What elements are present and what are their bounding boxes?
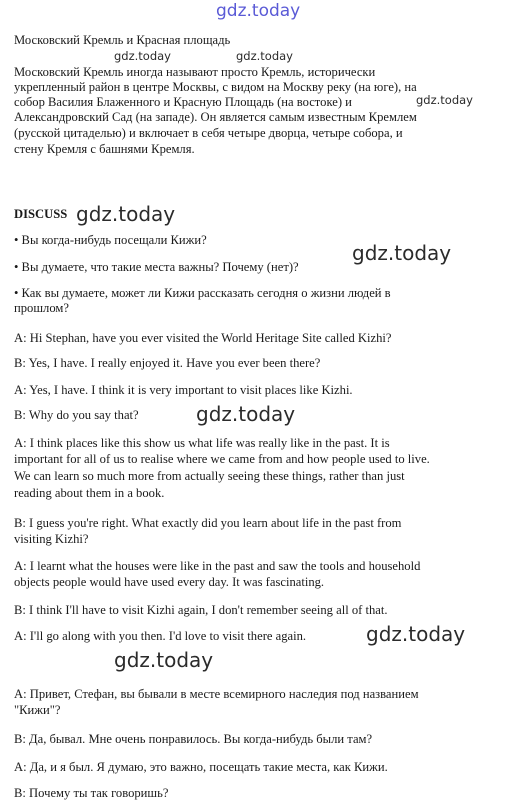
watermark-top: gdz.today	[216, 1, 301, 21]
watermark: gdz.today	[114, 49, 171, 63]
dialogue-ru-line: A: Привет, Стефан, вы бывали в месте всемирного наследия под названием	[14, 687, 419, 701]
watermark: gdz.today	[114, 648, 214, 672]
discuss-question: прошлом?	[14, 301, 69, 315]
dialogue-ru-line: A: Да, и я был. Я думаю, это важно, посещать такие места, как Кижи.	[14, 760, 388, 774]
dialogue-line: B: I guess you're right. What exactly did you learn about life in the past from	[14, 516, 402, 530]
dialogue-line: A: I think places like this show us what life was really like in the past. It is	[14, 436, 390, 450]
discuss-question: • Вы когда-нибудь посещали Кижи?	[14, 233, 207, 247]
dialogue-line: B: Yes, I have. I really enjoyed it. Have you ever been there?	[14, 356, 321, 370]
watermark: gdz.today	[236, 49, 293, 63]
dialogue-line: objects people would have used every day. It was fascinating.	[14, 575, 325, 589]
dialogue-line: important for all of us to realise where we came from and how people used to live.	[14, 452, 430, 466]
dialogue-line: A: Hi Stephan, have you ever visited the World Heritage Site called Kizhi?	[14, 331, 392, 345]
watermark: gdz.today	[416, 93, 473, 107]
dialogue-line: B: I think I'll have to visit Kizhi again, I don't remember seeing all of that.	[14, 603, 388, 617]
discuss-heading: DISCUSS	[14, 207, 68, 221]
intro-line: собор Василия Блаженного и Красную Площадь (на востоке) и	[14, 95, 352, 109]
dialogue-line: A: I learnt what the houses were like in the past and saw the tools and household	[14, 559, 421, 573]
intro-line: стену Кремля с башнями Кремля.	[14, 142, 195, 156]
intro-line: (русской цитаделью) и включает в себя четыре дворца, четыре собора, и	[14, 126, 403, 140]
discuss-question: • Вы думаете, что такие места важны? Почему (нет)?	[14, 260, 299, 274]
intro-line: Московский Кремль иногда называют просто Кремль, исторически	[14, 65, 376, 79]
watermark: gdz.today	[76, 202, 176, 226]
intro-line: Александровский Сад (на западе). Он является самым известным Кремлем	[14, 110, 417, 124]
watermark: gdz.today	[366, 622, 466, 646]
watermark: gdz.today	[196, 402, 296, 426]
discuss-question: • Как вы думаете, может ли Кижи рассказать сегодня о жизни людей в	[14, 286, 391, 300]
dialogue-line: visiting Kizhi?	[14, 532, 89, 546]
dialogue-ru-line: "Кижи"?	[14, 703, 61, 717]
dialogue-ru-line: B: Почему ты так говоришь?	[14, 786, 169, 800]
dialogue-line: We can learn so much more from actually seeing these things, rather than just	[14, 469, 405, 483]
dialogue-line: reading about them in a book.	[14, 486, 165, 500]
intro-line: укрепленный район в центре Москвы, с видом на Москву реку (на юге), на	[14, 80, 417, 94]
dialogue-ru-line: B: Да, бывал. Мне очень понравилось. Вы когда-нибудь были там?	[14, 732, 373, 746]
dialogue-line: B: Why do you say that?	[14, 408, 139, 422]
intro-title: Московский Кремль и Красная площадь	[14, 33, 231, 47]
dialogue-line: A: I'll go along with you then. I'd love to visit there again.	[14, 629, 307, 643]
watermark: gdz.today	[352, 241, 452, 265]
dialogue-line: A: Yes, I have. I think it is very important to visit places like Kizhi.	[14, 383, 353, 397]
